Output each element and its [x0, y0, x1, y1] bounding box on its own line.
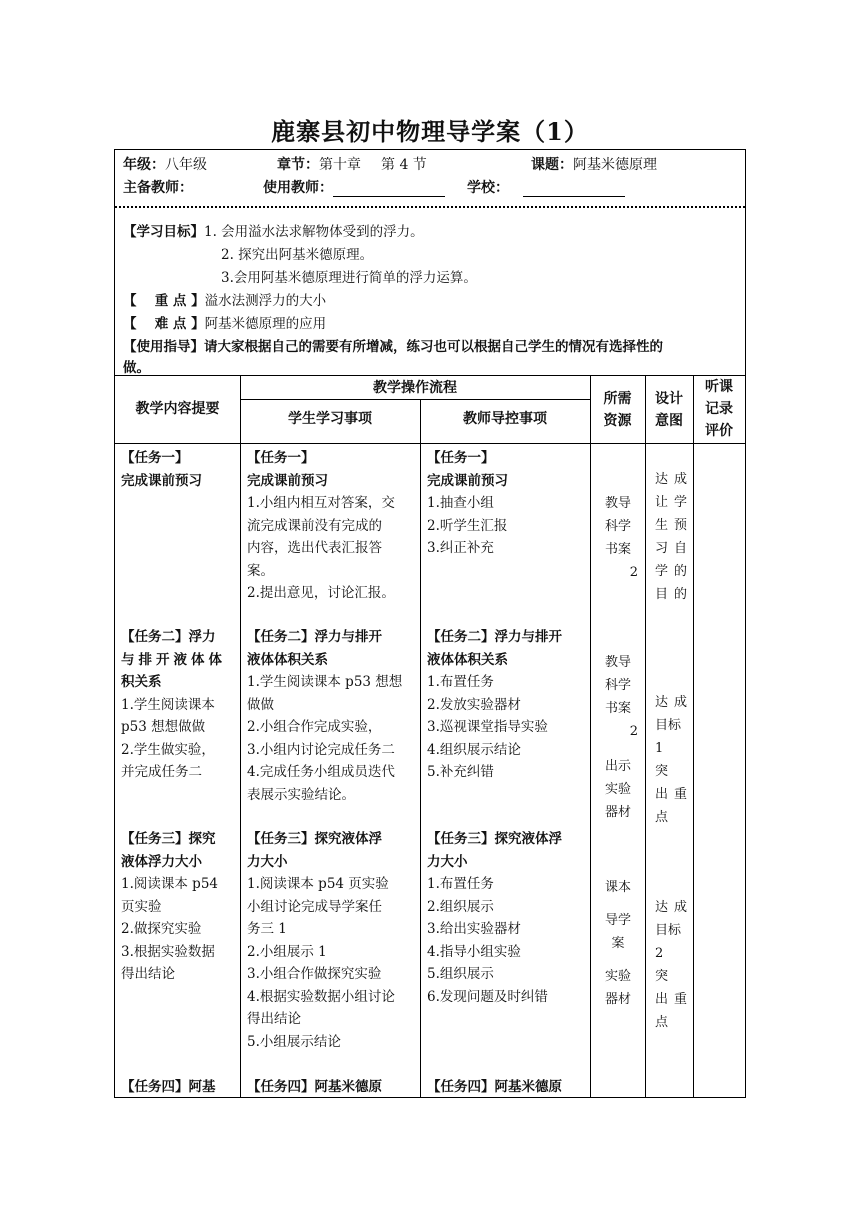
col-divider — [240, 375, 241, 1098]
cell-line: 得出结论 — [121, 966, 175, 982]
cell-line: 1.学生阅读课本 — [121, 696, 215, 713]
cell-line: 让学 — [655, 495, 694, 510]
cell-line: 书案 — [604, 542, 631, 557]
header-text: 记录 — [705, 401, 733, 417]
cell-line: 内容，选出代表汇报答 — [247, 540, 382, 556]
user-teacher-label: 使用教师： — [263, 180, 333, 196]
cell-line: 【任务三】探究液体浮 — [247, 831, 382, 847]
cell-line: 完成课前预习 — [247, 472, 328, 489]
cell-line — [598, 899, 638, 909]
cell-line: 做做 — [247, 696, 274, 713]
cell-line: 案。 — [247, 562, 274, 579]
header-design — [645, 388, 693, 432]
cell-line: 3.给出实验器材 — [427, 921, 521, 937]
cell-line: 3.小组合作做探究实验 — [247, 966, 382, 982]
cell-line: 目标 — [655, 923, 682, 938]
user-teacher-blank[interactable] — [333, 182, 445, 197]
header-teacher: 教师导控事项 — [463, 411, 547, 427]
row2-content — [121, 626, 239, 784]
guide-line-2: 做。 — [123, 360, 150, 376]
cell-line: 液体浮力大小 — [121, 853, 202, 870]
difficulty-line — [123, 312, 326, 332]
focus-label: 【 重 点 】 — [123, 293, 205, 309]
header-text: 评价 — [705, 423, 733, 439]
row3-content — [121, 828, 239, 986]
cell-line: p53 想想做做 — [121, 719, 206, 735]
cell-line: 3.根据实验数据 — [121, 943, 215, 960]
cell-line: 【任务二】浮力与排开 — [247, 629, 382, 645]
cell-line: 目的 — [655, 587, 694, 602]
header-resources — [590, 388, 645, 432]
cell-line: 液体体积关系 — [427, 651, 508, 668]
focus-value: 溢水法测浮力的大小 — [204, 293, 327, 309]
cell-line: 【任务三】探究液体浮 — [427, 831, 562, 847]
row3-resources — [598, 876, 638, 1011]
dotted-divider — [115, 206, 745, 208]
cell-line: 【任务一】 — [121, 450, 189, 466]
grade-label: 年级： — [123, 157, 165, 173]
goal-item: 1. 会用溢水法求解物体受到的浮力。 — [204, 224, 424, 240]
cell-line: 2.做探究实验 — [121, 921, 202, 937]
row4-student: 【任务四】阿基米德原 — [247, 1079, 382, 1095]
cell-line: 书案 — [604, 701, 631, 716]
header-flow: 教学操作流程 — [373, 380, 457, 396]
cell-line: 1.抽查小组 — [427, 495, 494, 511]
goal-line-1 — [123, 220, 424, 240]
school-blank[interactable] — [523, 182, 625, 197]
row-divider — [240, 399, 590, 400]
cell-line: 科学 — [604, 678, 631, 693]
cell-line: 达成 — [655, 472, 694, 487]
section-value: 第 4 节 — [381, 157, 427, 173]
cell-line: 1.学生阅读课本 p53 想想 — [247, 674, 403, 690]
cell-line: 2.小组合作完成实验， — [247, 719, 382, 735]
topic-field — [531, 154, 657, 174]
cell-line: 教导 — [604, 496, 631, 511]
row-divider — [115, 443, 745, 444]
cell-line: 1.布置任务 — [427, 876, 494, 892]
guide-value: 请大家根据自己的需要有所增减，练习也可以根据自己学生的情况有选择性的 — [204, 339, 663, 355]
cell-line: 1.阅读课本 p54 — [121, 876, 218, 892]
cell-line: 2.小组展示 1 — [247, 943, 327, 960]
grade-field — [123, 154, 207, 174]
row1-design — [655, 468, 695, 606]
cell-line: 务三 1 — [247, 921, 287, 937]
topic-value: 阿基米德原理 — [573, 157, 657, 173]
cell-line: 达成 — [655, 695, 694, 710]
cell-line: 2.提出意见，讨论汇报。 — [247, 585, 395, 601]
cell-line: 表展示实验结论。 — [247, 786, 355, 803]
cell-line: 学的 — [655, 564, 694, 579]
cell-line: 完成课前预习 — [121, 472, 202, 489]
cell-line: 2.组织展示 — [427, 898, 494, 915]
cell-line: 实验 — [604, 782, 631, 797]
lead-teacher-label: 主备教师： — [123, 180, 193, 196]
chapter-label: 章节： — [277, 157, 319, 173]
row2-teacher — [427, 626, 589, 784]
row2-design — [655, 691, 695, 829]
cell-line: 与排开液体体 — [121, 651, 226, 668]
cell-line: 2 — [629, 724, 638, 739]
school-label: 学校： — [467, 180, 509, 196]
cell-line: 积关系 — [121, 674, 162, 690]
cell-line: 器材 — [604, 805, 631, 820]
cell-line: 2.听学生汇报 — [427, 517, 508, 534]
difficulty-label: 【 难 点 】 — [123, 316, 205, 332]
row1-resources — [598, 492, 638, 584]
goal-item: 3.会用阿基米德原理进行简单的浮力运算。 — [221, 270, 477, 286]
cell-line: 2 突 — [655, 946, 675, 984]
school-field — [467, 177, 625, 197]
row1-teacher — [427, 447, 589, 560]
cell-line: 导学 — [604, 913, 631, 928]
cell-line: 【任务一】 — [247, 450, 315, 466]
cell-line: 器材 — [604, 992, 631, 1007]
row3-teacher — [427, 828, 589, 1008]
row1-content — [121, 447, 239, 492]
cell-line: 目标 — [655, 718, 682, 733]
row1-student — [247, 447, 419, 605]
goal-item: 2. 探究出阿基米德原理。 — [221, 247, 374, 263]
cell-line: 并完成任务二 — [121, 764, 202, 780]
cell-line: 4.指导小组实验 — [427, 943, 521, 960]
cell-line: 出示 — [604, 759, 631, 774]
chapter-field — [277, 154, 427, 174]
cell-line: 4.完成任务小组成员迭代 — [247, 764, 395, 780]
header-text: 所需 — [603, 391, 632, 407]
cell-line: 5.补充纠错 — [427, 764, 494, 780]
grade-value: 八年级 — [165, 157, 207, 173]
cell-line: 1 突 — [655, 741, 675, 779]
cell-line: 出重 — [655, 992, 694, 1007]
cell-line: 实验 — [604, 969, 631, 984]
cell-line: 页实验 — [121, 898, 162, 915]
cell-line: 【任务二】浮力与排开 — [427, 629, 562, 645]
row3-student — [247, 828, 419, 1053]
topic-label: 课题： — [531, 157, 573, 173]
focus-line — [123, 289, 326, 309]
cell-line: 3.小组内讨论完成任务二 — [247, 741, 395, 758]
cell-line: 5.组织展示 — [427, 966, 494, 982]
cell-line: 生预 — [655, 518, 694, 533]
header-content: 教学内容提要 — [135, 401, 220, 417]
goals-label: 【学习目标】 — [123, 224, 204, 240]
cell-line: 1.布置任务 — [427, 674, 494, 690]
cell-line: 习自 — [655, 541, 694, 556]
row2-resources — [598, 651, 638, 824]
cell-line: 2.发放实验器材 — [427, 696, 521, 713]
cell-line: 小组讨论完成导学案任 — [247, 898, 382, 915]
cell-line: 完成课前预习 — [427, 472, 508, 489]
cell-line: 力大小 — [427, 853, 468, 870]
cell-line — [598, 955, 638, 965]
lesson-plan-table — [114, 149, 746, 1098]
row-divider — [115, 375, 745, 376]
row2-student — [247, 626, 419, 806]
chapter-value: 第十章 — [319, 157, 361, 173]
header-text: 资源 — [603, 413, 632, 429]
header-evaluation — [693, 376, 745, 442]
cell-line: 课本 — [604, 880, 631, 895]
row4-content: 【任务四】阿基 — [121, 1079, 216, 1095]
header-text: 听课 — [705, 379, 733, 395]
cell-line: 3.巡视课堂指导实验 — [427, 719, 548, 735]
cell-line: 6.发现问题及时纠错 — [427, 988, 548, 1005]
guide-line — [123, 335, 663, 355]
cell-line: 点 — [655, 810, 675, 825]
col-divider — [420, 399, 421, 1098]
cell-line: 达成 — [655, 900, 694, 915]
cell-line: 2 — [629, 565, 638, 580]
cell-line: 【任务三】探究 — [121, 831, 216, 847]
cell-line: 1.小组内相互对答案，交 — [247, 495, 395, 511]
cell-line: 3.纠正补充 — [427, 540, 494, 556]
cell-line: 流完成课前没有完成的 — [247, 517, 382, 534]
guide-label: 【使用指导】 — [123, 339, 204, 355]
difficulty-value: 阿基米德原理的应用 — [204, 316, 327, 332]
header-student: 学生学习事项 — [288, 411, 372, 427]
user-teacher-field — [263, 177, 445, 197]
cell-line — [598, 743, 638, 755]
header-text: 设计 — [655, 391, 683, 407]
col-divider — [645, 375, 646, 1098]
cell-line: 5.小组展示结论 — [247, 1033, 341, 1050]
cell-line: 【任务一】 — [427, 450, 495, 466]
cell-line: 4.根据实验数据小组讨论 — [247, 988, 395, 1005]
col-divider — [590, 375, 591, 1098]
cell-line: 点 — [655, 1015, 675, 1030]
cell-line: 力大小 — [247, 853, 288, 870]
cell-line: 科学 — [604, 519, 631, 534]
cell-line: 案 — [611, 936, 625, 951]
row3-design — [655, 896, 695, 1034]
cell-line: 【任务二】浮力 — [121, 629, 216, 645]
cell-line: 2.学生做实验， — [121, 741, 215, 758]
cell-line: 1.阅读课本 p54 页实验 — [247, 876, 389, 892]
cell-line: 得出结论 — [247, 1011, 301, 1027]
row4-teacher: 【任务四】阿基米德原 — [427, 1079, 562, 1095]
header-text: 意图 — [655, 413, 683, 429]
cell-line: 出重 — [655, 787, 694, 802]
page-title: 鹿寨县初中物理导学案（1） — [271, 117, 589, 146]
cell-line: 4.组织展示结论 — [427, 741, 521, 758]
cell-line: 液体体积关系 — [247, 651, 328, 668]
cell-line: 教导 — [604, 655, 631, 670]
